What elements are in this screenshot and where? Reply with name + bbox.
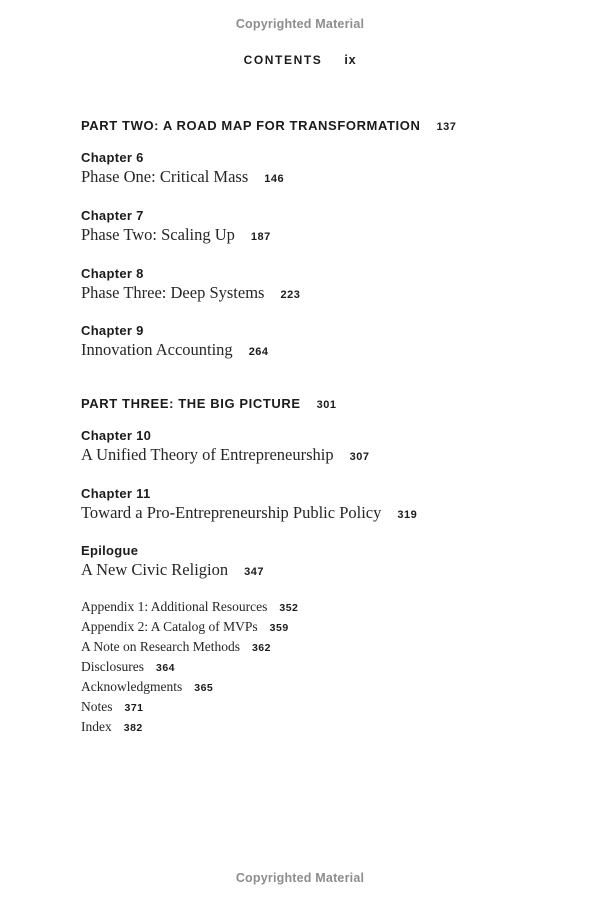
part-page-number: 301 [316,399,337,411]
chapter-title: Phase Two: Scaling Up [81,225,235,244]
back-matter-entry [81,717,298,737]
back-matter-title: Appendix 1: Additional Resources [81,599,268,614]
copyright-notice-bottom: Copyrighted Material [235,871,365,885]
running-header-page-number: ix [344,53,357,67]
back-matter-title: Acknowledgments [81,679,183,694]
back-matter-title: Notes [81,699,113,714]
toc-entry-chapter-11 [81,486,417,525]
chapter-page-number: 223 [280,289,301,301]
back-matter-entry [81,597,298,617]
back-matter-page-number: 364 [156,662,176,674]
back-matter-page-number: 352 [279,602,299,614]
back-matter-page-number: 359 [269,622,289,634]
back-matter-title: A Note on Research Methods [81,639,240,654]
toc-entry-chapter-10 [81,428,369,467]
toc-entry-chapter-6 [81,150,284,189]
back-matter-entry [81,697,298,717]
back-matter-page-number: 371 [124,702,144,714]
chapter-page-number: 264 [248,346,269,358]
part-heading-three [81,396,337,411]
chapter-title: Phase Three: Deep Systems [81,283,265,302]
toc-entry-epilogue [81,543,264,582]
toc-entry-chapter-9 [81,323,269,362]
running-header-title: CONTENTS [243,53,323,67]
chapter-title: Innovation Accounting [81,340,233,359]
toc-entry-chapter-8 [81,266,300,305]
chapter-page-number: 319 [397,509,418,521]
back-matter-title: Index [81,719,112,734]
chapter-title: Toward a Pro-Entrepreneurship Public Policy [81,503,382,522]
back-matter-title: Appendix 2: A Catalog of MVPs [81,619,258,634]
toc-entry-chapter-7 [81,208,271,247]
back-matter-title: Disclosures [81,659,144,674]
copyright-notice-top: Copyrighted Material [235,17,365,31]
chapter-page-number: 307 [349,451,370,463]
chapter-page-number: 347 [244,566,264,578]
part-heading-label: PART TWO: A ROAD MAP FOR TRANSFORMATION [81,118,421,133]
running-header [0,53,600,67]
chapter-page-number: 146 [264,173,285,185]
back-matter-entry [81,657,298,677]
chapter-page-number: 187 [250,231,271,243]
part-heading-label: PART THREE: THE BIG PICTURE [81,396,301,411]
back-matter-page-number: 362 [251,642,271,654]
back-matter-page-number: 382 [123,722,143,734]
chapter-label: Chapter 7 [81,208,144,223]
chapter-label: Chapter 9 [81,323,144,338]
part-page-number: 137 [436,121,457,133]
chapter-label: Chapter 11 [81,486,151,501]
chapter-title: A Unified Theory of Entrepreneurship [81,445,334,464]
chapter-label: Chapter 6 [81,150,144,165]
chapter-label: Epilogue [81,543,139,558]
back-matter-page-number: 365 [194,682,214,694]
part-heading-two [81,118,456,133]
chapter-label: Chapter 8 [81,266,144,281]
chapter-title: Phase One: Critical Mass [81,167,249,186]
back-matter-list [81,597,298,737]
back-matter-entry [81,617,298,637]
back-matter-entry [81,677,298,697]
back-matter-entry [81,637,298,657]
chapter-title: A New Civic Religion [81,560,229,579]
chapter-label: Chapter 10 [81,428,152,443]
